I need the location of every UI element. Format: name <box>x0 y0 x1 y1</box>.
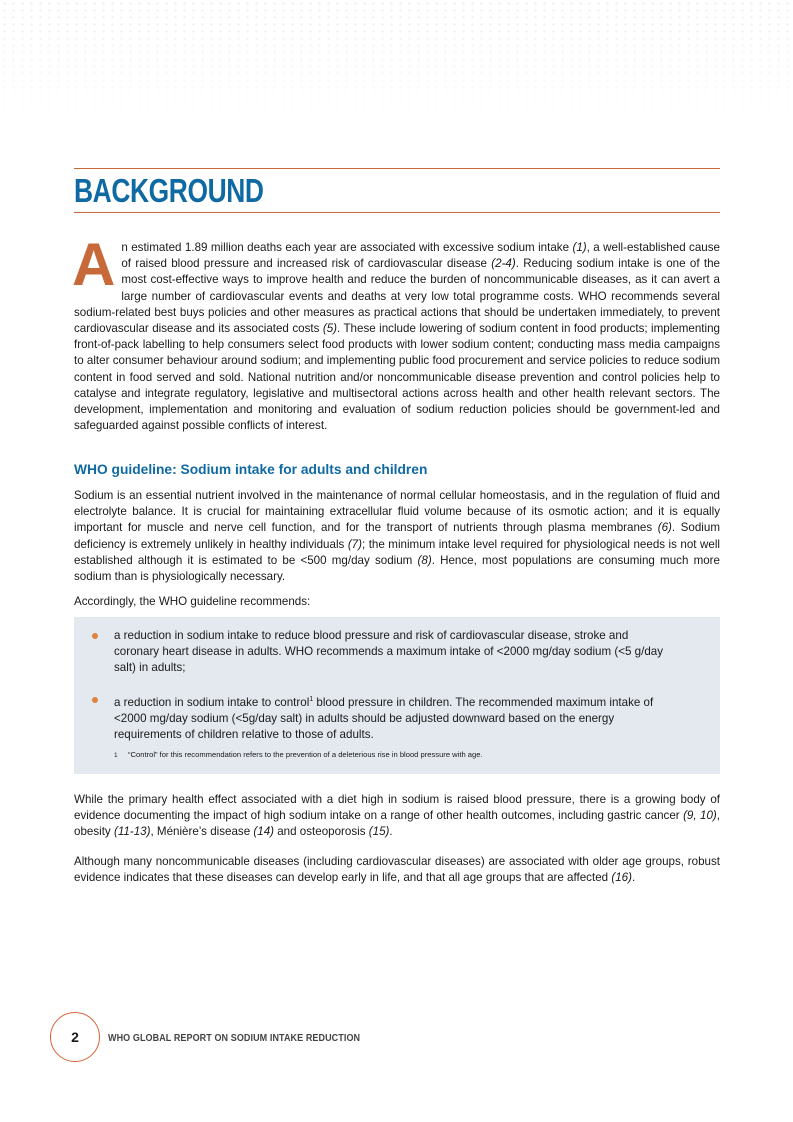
footnote-mark: 1 <box>114 752 118 759</box>
citation: (8) <box>417 553 432 567</box>
footnote-text: “Control” for this recommendation refers to the prevention of a deleterious rise in blood pressure with age. <box>128 750 483 759</box>
bullet-icon <box>92 633 98 639</box>
guideline-paragraph-1: Sodium is an essential nutrient involved in the maintenance of normal cellular homeostasis, and in the regulation of fluid and electrolyte balance. It is crucial for maintaining extracellular fluid volume because of its osmotic action; and it is equally important for muscle and nerve cell function, and for the transport of nutrients through plasma membranes (6). Sodium deficiency is extremely unlikely in healthy individuals (7); the minimum intake level required for physiological needs is not well established although it is estimated to be <500 mg/day sodium (8). Hence, most populations are consuming much more sodium than is physiologically necessary. <box>74 489 720 584</box>
intro-paragraph: An estimated 1.89 million deaths each year are associated with excessive sodium intake (1), a well-established cause of raised blood pressure and increased risk of cardiovascular disease (2-4). Reducing sodium intake is one of the most cost-effective ways to improve health and reduce the burden of noncommunicable diseases, as it can avert a large number of cardiovascular events and deaths at very low total programme costs. WHO recommends several sodium-related best buys policies and other measures as practical actions that should be undertaken immediately, to prevent cardiovascular disease and its associated costs (5). These include lowering of sodium content in food products; implementing front-of-pack labelling to help consumers select food products with lower sodium content; conducting mass media campaigns to alter consumer behaviour around sodium; and implementing public food procurement and service policies to reduce sodium content in food served and sold. National nutrition and/or noncommunicable disease prevention and control policies help to catalyse and integrate regulatory, legislative and multisectoral actions across health and other health relevant sectors. The development, implementation and monitoring and evaluation of sodium reduction policies should be government-led and safeguarded against possible conflicts of interest. <box>72 231 720 433</box>
citation: (7) <box>347 537 362 551</box>
guideline-heading: WHO guideline: Sodium intake for adults and children <box>74 462 428 477</box>
section-title: BACKGROUND <box>74 172 264 209</box>
citation: (16) <box>611 871 632 885</box>
title-rule-bottom <box>74 212 720 213</box>
citation: (2-4) <box>491 257 516 271</box>
drop-cap: A <box>72 231 116 298</box>
guideline-intro-line: Accordingly, the WHO guideline recommends: <box>74 595 311 608</box>
citation: (9, 10) <box>683 809 717 823</box>
citation: (1) <box>572 241 587 254</box>
decorative-dot-pattern <box>0 0 793 140</box>
citation: (5) <box>322 322 338 336</box>
recommendation-item-children: a reduction in sodium intake to control$^1$ blood pressure in children. The recommended maximum intake of <2000 mg/day sodium (<5g/day salt) in adults should be adjusted downward based on the energy requirements of children relative to those of adults. <box>114 695 654 742</box>
citation: (6) <box>657 521 672 535</box>
citation: (14) <box>253 825 275 839</box>
running-footer-title: WHO GLOBAL REPORT ON SODIUM INTAKE REDUCTION <box>108 1033 361 1044</box>
recommendation-item-adults: a reduction in sodium intake to reduce blood pressure and risk of cardiovascular disease, stroke and coronary heart disease in adults. WHO recommends a maximum intake of <2000 mg/day sodium (<5 g/day salt) in adults; <box>114 629 664 675</box>
guideline-paragraph-4: Although many noncommunicable diseases (including cardiovascular diseases) are associated with older age groups, robust evidence indicates that these diseases can develop early in life, and that all age groups that are affected (16). <box>74 855 720 885</box>
citation: (15) <box>368 825 390 839</box>
guideline-paragraph-3: While the primary health effect associated with a diet high in sodium is raised blood pressure, there is a growing body of evidence documenting the impact of high sodium intake on a range of other health outcomes, including gastric cancer (9, 10), obesity (11-13), Ménière’s disease (14) and osteoporosis (15). <box>74 793 720 839</box>
bullet-icon <box>92 697 98 703</box>
citation: (11-13) <box>113 825 151 839</box>
footnote-ref: 1 <box>309 696 314 703</box>
page-number: 2 <box>50 1012 100 1062</box>
